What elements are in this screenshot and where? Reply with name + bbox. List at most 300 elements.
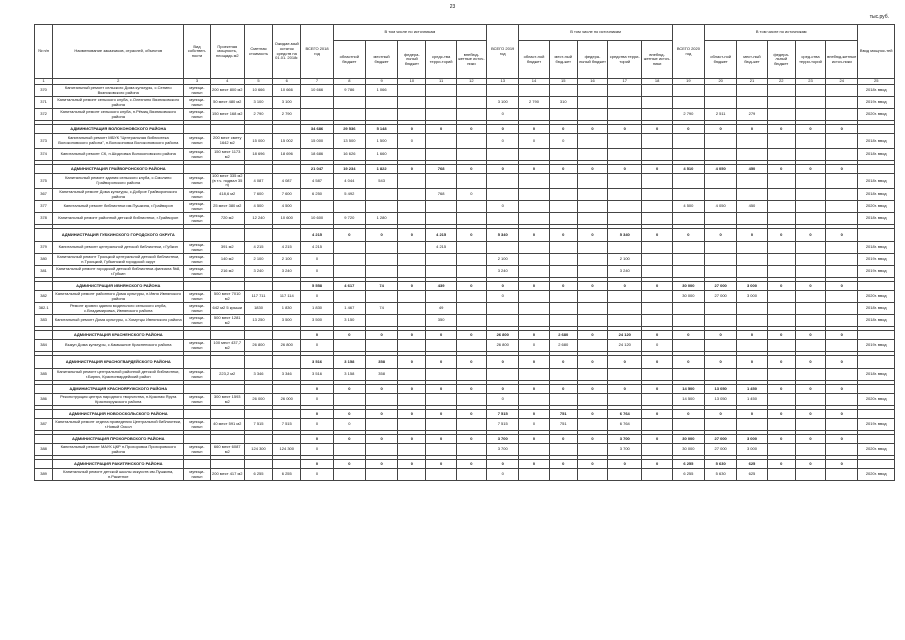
table-cell: 0 <box>795 331 825 340</box>
table-cell: 0 <box>398 460 426 469</box>
row-number: 379 <box>35 242 53 254</box>
table-cell <box>398 242 426 254</box>
table-cell <box>795 369 825 381</box>
table-cell <box>549 394 577 406</box>
table-cell <box>549 149 577 161</box>
table-cell: 0 <box>487 282 519 291</box>
table-cell <box>642 444 672 456</box>
commission-year: 2018г. ввод <box>858 213 895 225</box>
table-cell: 0 <box>737 125 767 134</box>
table-cell <box>365 254 397 266</box>
table-cell: 4 050 <box>705 165 737 174</box>
row-number: 375 <box>35 174 53 189</box>
table-cell <box>826 174 858 189</box>
table-cell: 0 <box>487 356 519 369</box>
row-number: 371 <box>35 97 53 109</box>
table-cell: 4 510 <box>672 165 704 174</box>
table-cell: 300 мест 1593 м2 <box>210 394 244 406</box>
table-cell <box>519 109 549 121</box>
table-cell <box>672 85 704 97</box>
table-cell: 0 <box>456 410 486 419</box>
table-cell: 3 000 <box>737 435 767 444</box>
table-cell <box>549 315 577 327</box>
table-cell <box>210 460 244 469</box>
commission-year: 2018г. ввод <box>858 85 895 97</box>
table-cell: 0 <box>456 385 486 394</box>
table-cell <box>577 419 607 431</box>
table-cell <box>333 266 365 278</box>
table-cell <box>642 242 672 254</box>
table-cell: 117 114 <box>273 291 301 303</box>
row-number <box>35 356 53 369</box>
table-cell: 3 700 <box>487 435 519 444</box>
table-cell <box>642 303 672 315</box>
table-cell: 3 516 <box>301 369 333 381</box>
table-cell <box>244 356 272 369</box>
table-cell: 30 000 <box>672 444 704 456</box>
table-cell: 3 346 <box>273 369 301 381</box>
row-number: 386 <box>35 394 53 406</box>
object-name: Капитальный ремонт отдела проведения Центральной библиотеки, г.Новый Оскол <box>53 419 184 431</box>
table-cell <box>767 254 795 266</box>
column-number: 23 <box>795 79 825 85</box>
table-cell <box>608 109 642 121</box>
table-cell: 13 500 <box>333 134 365 149</box>
table-cell <box>577 97 607 109</box>
table-cell: 16 626 <box>333 149 365 161</box>
commission-year: 2020г. ввод <box>858 394 895 406</box>
table-cell: 3 240 <box>487 266 519 278</box>
table-cell <box>398 201 426 213</box>
table-cell <box>365 109 397 121</box>
table-cell: 0 <box>519 340 549 352</box>
column-number: 3 <box>184 79 210 85</box>
table-cell <box>608 369 642 381</box>
table-cell: 1 660 <box>365 149 397 161</box>
table-cell <box>767 189 795 201</box>
table-cell: 7 600 <box>244 189 272 201</box>
table-cell <box>549 303 577 315</box>
table-cell: 0 <box>795 229 825 242</box>
table-cell: 0 <box>672 410 704 419</box>
table-cell <box>184 385 210 394</box>
table-cell: 3 700 <box>608 444 642 456</box>
table-cell: 9 786 <box>333 85 365 97</box>
table-cell: 0 <box>608 356 642 369</box>
table-cell: 350 <box>426 315 456 327</box>
table-cell: 0 <box>456 125 486 134</box>
table-cell <box>795 266 825 278</box>
object-name: Капитальный ремонт городской детской библиотеки-филиала №8, г.Губкин <box>53 266 184 278</box>
table-cell <box>826 340 858 352</box>
table-cell: 4 087 <box>244 174 272 189</box>
district-header-row <box>35 356 895 369</box>
table-cell: 15 000 <box>301 134 333 149</box>
table-cell: муници-пальн <box>184 213 210 225</box>
table-cell: 4 215 <box>273 242 301 254</box>
table-cell <box>826 85 858 97</box>
table-cell: 27 000 <box>705 291 737 303</box>
table-cell: 0 <box>487 385 519 394</box>
table-row <box>35 189 895 201</box>
table-cell: 0 <box>767 460 795 469</box>
table-cell <box>767 97 795 109</box>
table-cell: 0 <box>826 460 858 469</box>
table-cell <box>705 254 737 266</box>
table-cell <box>456 134 486 149</box>
table-cell <box>826 109 858 121</box>
table-cell <box>642 469 672 481</box>
table-cell <box>705 149 737 161</box>
table-cell <box>672 369 704 381</box>
commission-year <box>858 410 895 419</box>
table-cell: 30 000 <box>672 435 704 444</box>
district-header-row <box>35 165 895 174</box>
table-cell <box>705 242 737 254</box>
table-row <box>35 315 895 327</box>
district-header-row <box>35 460 895 469</box>
table-cell: 0 <box>519 229 549 242</box>
table-cell: 223,2 м2 <box>210 369 244 381</box>
table-cell: 0 <box>519 125 549 134</box>
table-cell: 0 <box>577 385 607 394</box>
table-cell: 0 <box>398 165 426 174</box>
district-header-row <box>35 125 895 134</box>
table-cell <box>826 201 858 213</box>
table-cell: 26 800 <box>244 340 272 352</box>
table-cell: 0 <box>767 282 795 291</box>
table-cell <box>672 242 704 254</box>
table-cell: 0 <box>642 385 672 394</box>
table-cell: 0 <box>642 356 672 369</box>
table-cell: 391 м2 <box>210 242 244 254</box>
table-cell <box>737 97 767 109</box>
table-cell: 0 <box>767 125 795 134</box>
table-cell: муници-пальн <box>184 444 210 456</box>
object-name: Капитальный ремонт библиотеки им.Пушкина, г.Грайворон <box>53 201 184 213</box>
table-cell <box>795 97 825 109</box>
table-cell <box>705 369 737 381</box>
row-number <box>35 435 53 444</box>
table-row <box>35 134 895 149</box>
table-cell <box>519 85 549 97</box>
table-cell <box>672 189 704 201</box>
table-cell <box>184 165 210 174</box>
table-cell: 0 <box>398 282 426 291</box>
table-cell <box>398 85 426 97</box>
table-cell <box>672 134 704 149</box>
table-cell <box>767 201 795 213</box>
table-cell: 0 <box>519 134 549 149</box>
table-cell: 2 790 <box>672 109 704 121</box>
table-cell: 0 <box>487 394 519 406</box>
table-cell: 2 100 <box>273 254 301 266</box>
table-cell <box>426 254 456 266</box>
row-number: 383 <box>35 315 53 327</box>
table-cell <box>365 444 397 456</box>
table-cell <box>273 229 301 242</box>
row-number: 377 <box>35 201 53 213</box>
table-cell <box>549 189 577 201</box>
table-cell <box>549 213 577 225</box>
table-cell: 751 <box>549 410 577 419</box>
table-cell: 0 <box>672 125 704 134</box>
table-cell: муници-пальн <box>184 291 210 303</box>
column-number: 14 <box>519 79 549 85</box>
table-cell: 0 <box>301 385 333 394</box>
table-cell <box>795 242 825 254</box>
table-cell <box>487 315 519 327</box>
table-cell <box>767 315 795 327</box>
table-cell <box>577 201 607 213</box>
table-cell: 21 047 <box>301 165 333 174</box>
object-name: Капитальный ремонт детской школы искусств им.Пушкина, п.Ракитное <box>53 469 184 481</box>
table-cell <box>519 394 549 406</box>
table-cell: 0 <box>767 165 795 174</box>
table-cell: 0 <box>456 165 486 174</box>
table-cell: 0 <box>705 125 737 134</box>
row-number <box>35 125 53 134</box>
table-cell <box>244 282 272 291</box>
table-cell: 0 <box>519 165 549 174</box>
district-header-row <box>35 385 895 394</box>
column-number: 7 <box>301 79 333 85</box>
object-name: Капитальный ремонт сельского Дома культуры, с.Сенино Вязниковского района <box>53 85 184 97</box>
table-cell: 0 <box>642 410 672 419</box>
table-cell <box>737 174 767 189</box>
table-cell: муници-пальн <box>184 469 210 481</box>
table-cell: 0 <box>519 385 549 394</box>
header-num: № п/п <box>35 25 53 79</box>
table-cell: 1830 <box>244 303 272 315</box>
table-cell: 0 <box>333 460 365 469</box>
row-number <box>35 282 53 291</box>
table-cell: 5 492 <box>333 189 365 201</box>
table-cell: 3 000 <box>737 291 767 303</box>
table-cell <box>184 460 210 469</box>
table-cell: 10 666 <box>301 85 333 97</box>
table-cell: 0 <box>365 460 397 469</box>
commission-year <box>858 165 895 174</box>
commission-year: 2019г. ввод <box>858 266 895 278</box>
table-cell <box>608 291 642 303</box>
table-cell: 0 <box>795 125 825 134</box>
table-cell <box>608 134 642 149</box>
table-cell: 29 536 <box>333 125 365 134</box>
table-cell: 0 <box>365 385 397 394</box>
table-cell: 0 <box>365 410 397 419</box>
table-cell: 0 <box>549 134 577 149</box>
table-cell: 0 <box>519 419 549 431</box>
table-cell <box>519 369 549 381</box>
table-cell <box>365 340 397 352</box>
commission-year <box>858 282 895 291</box>
table-cell: 5 340 <box>608 229 642 242</box>
column-number: 15 <box>549 79 577 85</box>
table-cell: 26 800 <box>487 331 519 340</box>
table-cell: муници-пальн <box>184 149 210 161</box>
table-cell: 2 511 <box>705 109 737 121</box>
table-cell: 0 <box>549 125 577 134</box>
table-cell: 6 255 <box>672 460 704 469</box>
table-cell <box>826 149 858 161</box>
table-cell <box>767 419 795 431</box>
table-cell: 0 <box>365 229 397 242</box>
table-cell: 3 158 <box>333 356 365 369</box>
table-cell <box>273 282 301 291</box>
table-cell <box>456 213 486 225</box>
table-cell <box>705 340 737 352</box>
district-header-row <box>35 435 895 444</box>
table-cell: 6 255 <box>244 469 272 481</box>
table-cell <box>519 174 549 189</box>
commission-year: 2020г. ввод <box>858 201 895 213</box>
table-cell: 0 <box>333 385 365 394</box>
table-cell: муници-пальн <box>184 189 210 201</box>
table-row <box>35 149 895 161</box>
table-row <box>35 369 895 381</box>
table-cell <box>244 229 272 242</box>
table-cell: 0 <box>549 385 577 394</box>
table-cell <box>826 266 858 278</box>
table-cell: муници-пальн <box>184 394 210 406</box>
table-cell <box>244 460 272 469</box>
table-cell: 1 280 <box>365 213 397 225</box>
table-cell: 0 <box>642 125 672 134</box>
table-cell: 0 <box>672 331 704 340</box>
table-cell <box>456 109 486 121</box>
table-cell <box>487 213 519 225</box>
table-cell: муници-пальн <box>184 109 210 121</box>
object-name: АДМИНИСТРАЦИЯ ПРОХОРОВСКОГО РАЙОНА <box>53 435 184 444</box>
column-number: 25 <box>858 79 895 85</box>
table-cell: 0 <box>705 356 737 369</box>
table-cell: 0 <box>549 165 577 174</box>
table-cell: 0 <box>737 410 767 419</box>
table-cell: 0 <box>398 410 426 419</box>
table-cell: 3 500 <box>301 315 333 327</box>
table-cell <box>549 174 577 189</box>
table-cell: 0 <box>426 410 456 419</box>
header-remaining: Ожидае-мый остаток средств на 01.01. 2018г. <box>273 25 301 79</box>
budget-table <box>34 24 895 481</box>
table-cell <box>398 469 426 481</box>
table-row <box>35 266 895 278</box>
table-cell <box>642 97 672 109</box>
table-cell: 0 <box>333 331 365 340</box>
table-cell: 74 <box>365 303 397 315</box>
table-cell: 27 000 <box>705 435 737 444</box>
column-number: 21 <box>737 79 767 85</box>
table-cell <box>519 201 549 213</box>
table-cell <box>577 315 607 327</box>
column-number: 10 <box>398 79 426 85</box>
table-cell: 3 000 <box>737 444 767 456</box>
row-number <box>35 165 53 174</box>
table-cell: 0 <box>767 435 795 444</box>
table-cell: 50 мест 480 м2 <box>210 97 244 109</box>
table-cell <box>795 315 825 327</box>
table-cell <box>398 315 426 327</box>
table-cell <box>519 266 549 278</box>
table-cell <box>737 254 767 266</box>
table-cell <box>826 315 858 327</box>
row-number: 373 <box>35 134 53 149</box>
table-cell: 6 255 <box>672 469 704 481</box>
table-cell: 9 720 <box>333 213 365 225</box>
table-cell: 0 <box>519 435 549 444</box>
table-cell: 0 <box>767 229 795 242</box>
table-cell: 0 <box>795 356 825 369</box>
table-cell: 279 <box>737 109 767 121</box>
table-cell <box>273 435 301 444</box>
table-cell <box>426 291 456 303</box>
table-cell <box>365 469 397 481</box>
table-cell: 15 000 <box>244 134 272 149</box>
table-cell <box>767 149 795 161</box>
table-cell <box>795 189 825 201</box>
table-cell <box>826 291 858 303</box>
table-cell <box>672 419 704 431</box>
header-sub-2020-5: внебюд-жетные источ-ники <box>826 41 858 79</box>
table-cell <box>577 444 607 456</box>
table-cell: 7 515 <box>244 419 272 431</box>
table-cell <box>244 435 272 444</box>
table-cell <box>210 331 244 340</box>
table-cell <box>184 410 210 419</box>
table-cell <box>737 369 767 381</box>
table-cell: 0 <box>705 331 737 340</box>
table-cell <box>577 109 607 121</box>
table-cell <box>398 254 426 266</box>
header-group-2019: В том числе по источникам <box>519 25 672 41</box>
row-number <box>35 229 53 242</box>
table-cell <box>767 303 795 315</box>
table-cell: 124 300 <box>244 444 272 456</box>
table-cell: 0 <box>577 356 607 369</box>
table-cell <box>273 356 301 369</box>
table-cell <box>826 419 858 431</box>
table-cell: 0 <box>487 109 519 121</box>
table-cell: 1 500 <box>365 134 397 149</box>
table-cell: 0 <box>398 356 426 369</box>
table-cell <box>456 394 486 406</box>
table-cell <box>642 315 672 327</box>
table-cell <box>333 242 365 254</box>
table-cell <box>737 189 767 201</box>
commission-year: 2020г. ввод <box>858 469 895 481</box>
table-cell <box>426 201 456 213</box>
commission-year: 2018г. ввод <box>858 134 895 149</box>
table-cell <box>365 315 397 327</box>
table-cell: 13 050 <box>705 394 737 406</box>
table-cell <box>273 331 301 340</box>
table-cell: муници-пальн <box>184 242 210 254</box>
table-cell: муници-пальн <box>184 419 210 431</box>
commission-year: 2019г. ввод <box>858 419 895 431</box>
table-cell: 0 <box>795 385 825 394</box>
table-cell <box>642 134 672 149</box>
table-cell: 4 215 <box>301 229 333 242</box>
table-cell <box>795 213 825 225</box>
object-name: Капитальный ремонт сельского клуба, с.Олехнино Вязниковского района <box>53 97 184 109</box>
table-cell: 74 <box>365 282 397 291</box>
table-cell <box>737 213 767 225</box>
header-sub-2019-2: мест-ный бюд-жет <box>549 41 577 79</box>
header-cost: Сметная стоимость <box>244 25 272 79</box>
table-cell: 4 087 <box>273 174 301 189</box>
table-cell <box>767 291 795 303</box>
